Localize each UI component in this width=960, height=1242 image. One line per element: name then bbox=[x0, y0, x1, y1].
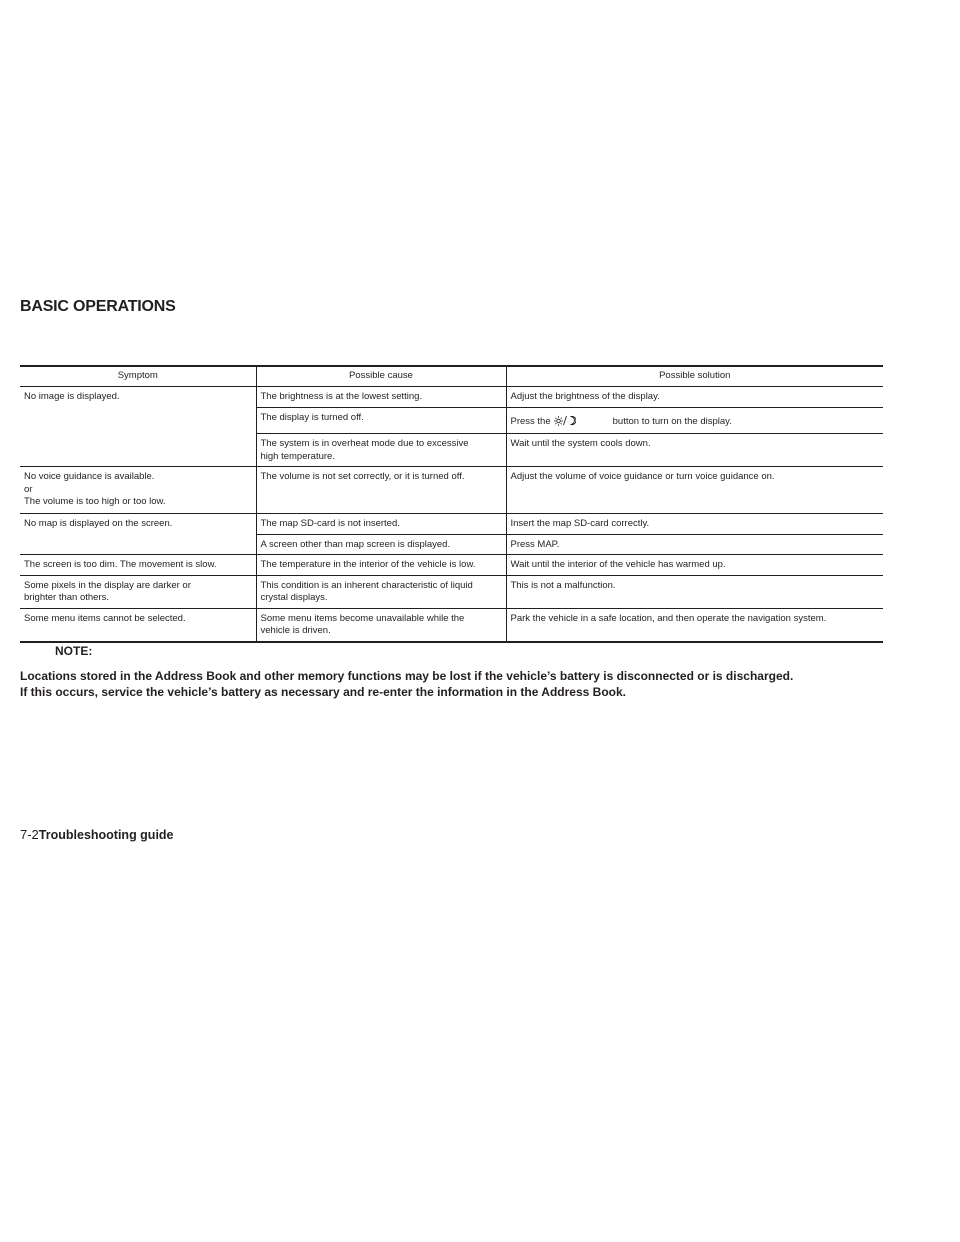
table-row bbox=[20, 575, 883, 608]
symptom-cell bbox=[20, 575, 256, 608]
table-row bbox=[20, 467, 883, 514]
cause-cell: The display is turned off. bbox=[256, 407, 506, 434]
cause-cell: A screen other than map screen is displayed. bbox=[256, 534, 506, 555]
symptom-cell: The screen is too dim. The movement is slow. bbox=[20, 555, 256, 576]
table-row bbox=[20, 387, 883, 408]
symptom-text: No map is displayed on the screen. bbox=[24, 518, 173, 529]
solution-cell: Press MAP. bbox=[506, 534, 883, 555]
cause-line: The system is in overheat mode due to excessive bbox=[260, 438, 469, 449]
symptom-line: or bbox=[24, 483, 33, 495]
cause-line: high temperature. bbox=[260, 450, 335, 462]
symptom-line: Some pixels in the display are darker or bbox=[24, 579, 191, 591]
cause-line: Some menu items become unavailable while the bbox=[260, 612, 465, 624]
troubleshooting-table bbox=[20, 365, 883, 643]
solution-cell bbox=[506, 407, 883, 434]
cause-line: This condition is an inherent characteristic of liquid bbox=[260, 579, 473, 591]
cause-line: crystal displays. bbox=[260, 592, 328, 603]
cause-cell bbox=[256, 608, 506, 642]
note-label: NOTE: bbox=[55, 644, 93, 658]
symptom-line: The volume is too high or too low. bbox=[24, 496, 166, 507]
note-body bbox=[20, 668, 920, 700]
symptom-text: No image is displayed. bbox=[24, 391, 120, 402]
solution-cell: Insert the map SD-card correctly. bbox=[506, 514, 883, 535]
solution-cell: Park the vehicle in a safe location, and then operate the navigation system. bbox=[506, 608, 883, 642]
symptom-cell bbox=[20, 467, 256, 514]
cause-cell: The map SD-card is not inserted. bbox=[256, 514, 506, 535]
table-row bbox=[20, 608, 883, 642]
solution-text-before: Press the bbox=[510, 415, 551, 427]
symptom-line: No voice guidance is available. bbox=[24, 471, 155, 482]
solution-cell: Adjust the brightness of the display. bbox=[506, 387, 883, 408]
note-line: If this occurs, service the vehicle’s battery as necessary and re-enter the information in the Address Book. bbox=[20, 685, 626, 699]
header-possible-cause: Possible cause bbox=[256, 366, 506, 387]
table-row bbox=[20, 555, 883, 576]
solution-cell: Wait until the system cools down. bbox=[506, 434, 883, 467]
solution-cell: Wait until the interior of the vehicle has warmed up. bbox=[506, 555, 883, 576]
cause-cell: The temperature in the interior of the vehicle is low. bbox=[256, 555, 506, 576]
symptom-line: brighter than others. bbox=[24, 592, 110, 603]
section-title: BASIC OPERATIONS bbox=[20, 298, 176, 315]
header-symptom: Symptom bbox=[20, 366, 256, 387]
chapter-title: Troubleshooting guide bbox=[38, 828, 174, 842]
page-number: 7-2 bbox=[20, 827, 39, 842]
cause-line: vehicle is driven. bbox=[260, 625, 331, 636]
solution-cell: Adjust the volume of voice guidance or turn voice guidance on. bbox=[506, 467, 883, 514]
brightness-day-night-icon bbox=[554, 415, 576, 431]
cause-cell: The brightness is at the lowest setting. bbox=[256, 387, 506, 408]
note-line: Locations stored in the Address Book and other memory functions may be lost if the vehicle’s battery is disconnected or is discharged. bbox=[20, 669, 794, 683]
table-row bbox=[20, 514, 883, 535]
header-possible-solution: Possible solution bbox=[506, 366, 883, 387]
cause-cell bbox=[256, 434, 506, 467]
page-footer bbox=[20, 826, 174, 844]
solution-text-after: button to turn on the display. bbox=[612, 415, 732, 427]
cause-cell bbox=[256, 575, 506, 608]
cause-cell: The volume is not set correctly, or it is turned off. bbox=[256, 467, 506, 514]
symptom-cell bbox=[20, 387, 256, 467]
solution-cell: This is not a malfunction. bbox=[506, 575, 883, 608]
symptom-cell: Some menu items cannot be selected. bbox=[20, 608, 256, 642]
table-header-row bbox=[20, 366, 883, 387]
symptom-cell bbox=[20, 514, 256, 555]
